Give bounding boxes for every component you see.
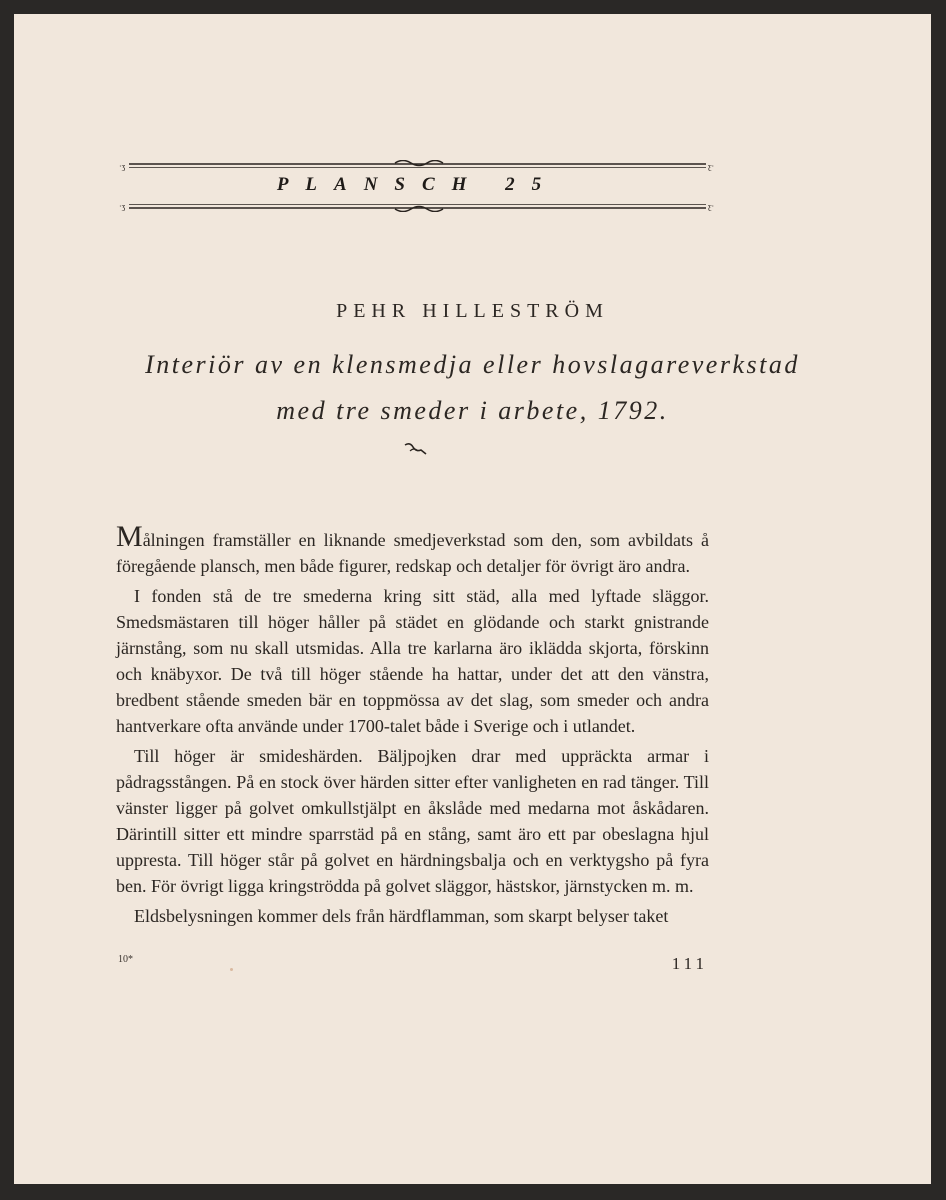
- paragraph-1-text: ålningen framställer en liknande smedjeverkstad som den, som avbildats å föregående plansch, men både figurer, redskap och detaljer för övrigt äro andra.: [116, 530, 709, 576]
- artwork-title-line-1: Interiör av en klensmedja eller hovslagareverkstad: [145, 350, 800, 379]
- artwork-title-line-2: med tre smeder i arbete, 1792.: [276, 396, 669, 425]
- paragraph-1: [116, 522, 709, 579]
- book-page: [14, 14, 931, 1184]
- paragraph-2: I fonden stå de tre smederna kring sitt städ, alla med lyftade släggor. Smedsmästaren till höger håller på städet en glödande och starkt gnistrande järnstång, som nu skall utsmidas. Alla tre karlarna äro iklädda skjorta, förskinn och knäbyxor. De två till höger stående ha hattar, under det att den vänstra, bredbent stående smeden bär en toppmössa av det slag, som smeder och andra hantverkare ofta använde under 1700-talet både i Sverige och i utlandet.: [116, 586, 709, 736]
- paragraph-3: Till höger är smideshärden. Bäljpojken drar med uppräckta armar i pådragsstången. På en stock över härden sitter efter vanligheten en rad tänger. Till vänster ligger på golvet omkullstjälpt en åkslåde med medarna mot åskådaren. Därintill sitter ett mindre sparrstäd på en stång, samt äro ett par obeslagna hjul uppresta. Till höger står på golvet en härdningsbalja och en verktygsho på fyra ben. För övrigt ligga kringströdda på golvet släggor, hästskor, järnstycken m. m.: [116, 746, 709, 896]
- svg-text:·ʒ: ·ʒ: [119, 162, 126, 171]
- author-name: PEHR HILLESTRÖM: [336, 300, 609, 322]
- plate-label: PLANSCH 25: [276, 174, 559, 195]
- svg-text:ƹ·: ƹ·: [708, 162, 715, 171]
- paper-speck: [230, 968, 233, 971]
- top-decorative-rule: [119, 160, 716, 172]
- svg-text:·ʒ: ·ʒ: [119, 202, 126, 211]
- svg-text:ƹ·: ƹ·: [708, 202, 715, 211]
- paragraph-4: Eldsbelysningen kommer dels från härdflamman, som skarpt belyser taket: [134, 906, 669, 926]
- bottom-decorative-rule: [119, 200, 716, 212]
- drop-initial: M: [116, 520, 143, 553]
- signature-mark: 10*: [118, 954, 133, 965]
- flourish-ornament-icon: [402, 442, 428, 456]
- page-number: 111: [671, 954, 708, 973]
- body-text: [116, 522, 709, 933]
